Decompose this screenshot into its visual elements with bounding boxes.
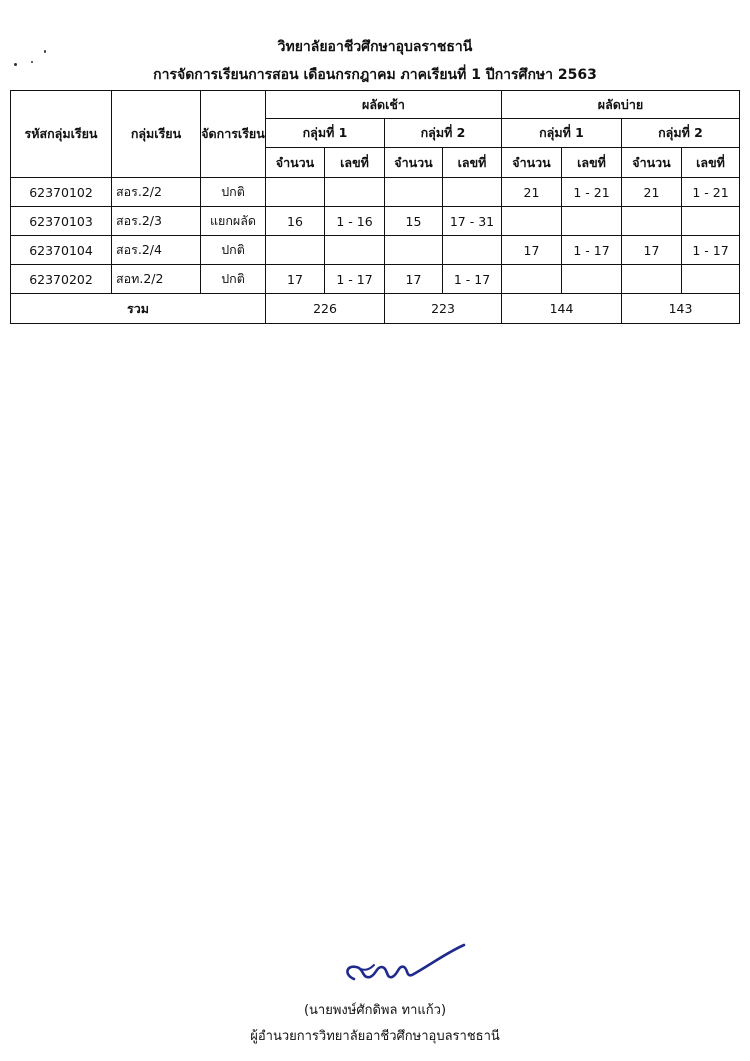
cell-morning-g1-count	[266, 236, 325, 265]
cell-afternoon-g1-range	[562, 207, 622, 236]
total-row	[11, 294, 740, 324]
cell-group: สอท.2/2	[112, 265, 201, 294]
header-afternoon-group-1: กลุ่มที่ 1	[502, 119, 622, 148]
cell-afternoon-g1-count	[502, 265, 562, 294]
cell-arrangement: ปกติ	[201, 265, 266, 294]
schedule-table	[10, 90, 740, 324]
cell-afternoon-g2-range: 1 - 17	[682, 236, 740, 265]
cell-afternoon-g2-count: 17	[622, 236, 682, 265]
cell-morning-g2-range	[443, 236, 502, 265]
table-row	[11, 236, 740, 265]
scan-speck	[31, 61, 33, 63]
cell-afternoon-g2-count	[622, 207, 682, 236]
header-morning-group-2: กลุ่มที่ 2	[385, 119, 502, 148]
total-label: รวม	[11, 294, 266, 324]
cell-code: 62370104	[11, 236, 112, 265]
signatory-position: ผู้อำนวยการวิทยาลัยอาชีวศึกษาอุบลราชธานี	[250, 1029, 500, 1044]
header-count: จำนวน	[622, 148, 682, 178]
cell-afternoon-g2-count: 21	[622, 178, 682, 207]
header-number: เลขที่	[562, 148, 622, 178]
cell-morning-g1-range	[325, 178, 385, 207]
cell-morning-g2-count: 15	[385, 207, 443, 236]
cell-morning-g1-range: 1 - 17	[325, 265, 385, 294]
cell-morning-g2-count: 17	[385, 265, 443, 294]
header-group: กลุ่มเรียน	[112, 91, 201, 178]
cell-morning-g2-range	[443, 178, 502, 207]
header-arrangement: จัดการเรียน	[201, 91, 266, 178]
cell-arrangement: แยกผลัด	[201, 207, 266, 236]
document-title: วิทยาลัยอาชีวศึกษาอุบลราชธานี	[277, 39, 473, 55]
table-row	[11, 207, 740, 236]
total-morning-group-1: 226	[266, 294, 385, 324]
header-number: เลขที่	[325, 148, 385, 178]
cell-code: 62370202	[11, 265, 112, 294]
header-count: จำนวน	[385, 148, 443, 178]
cell-code: 62370103	[11, 207, 112, 236]
cell-morning-g2-range: 17 - 31	[443, 207, 502, 236]
cell-morning-g1-count	[266, 178, 325, 207]
cell-code: 62370102	[11, 178, 112, 207]
signatory-name: (นายพงษ์ศักดิพล ทาแก้ว)	[303, 1003, 447, 1018]
cell-afternoon-g2-range	[682, 207, 740, 236]
header-afternoon-group-2: กลุ่มที่ 2	[622, 119, 740, 148]
header-number: เลขที่	[443, 148, 502, 178]
cell-group: สอร.2/4	[112, 236, 201, 265]
cell-afternoon-g1-count: 17	[502, 236, 562, 265]
total-afternoon-group-2: 143	[622, 294, 740, 324]
header-count: จำนวน	[502, 148, 562, 178]
cell-afternoon-g1-range: 1 - 21	[562, 178, 622, 207]
table-row	[11, 265, 740, 294]
header-count: จำนวน	[266, 148, 325, 178]
header-morning-shift: ผลัดเช้า	[266, 91, 502, 119]
cell-morning-g2-range: 1 - 17	[443, 265, 502, 294]
cell-afternoon-g2-count	[622, 265, 682, 294]
header-number: เลขที่	[682, 148, 740, 178]
total-afternoon-group-1: 144	[502, 294, 622, 324]
cell-morning-g1-count: 16	[266, 207, 325, 236]
header-afternoon-shift: ผลัดบ่าย	[502, 91, 740, 119]
cell-morning-g2-count	[385, 178, 443, 207]
cell-arrangement: ปกติ	[201, 178, 266, 207]
handwritten-signature	[340, 935, 470, 995]
document-subtitle: การจัดการเรียนการสอน เดือนกรกฎาคม ภาคเรียนที่ 1 ปีการศึกษา 2563	[153, 67, 597, 83]
cell-group: สอร.2/2	[112, 178, 201, 207]
cell-afternoon-g1-count	[502, 207, 562, 236]
cell-group: สอร.2/3	[112, 207, 201, 236]
cell-arrangement: ปกติ	[201, 236, 266, 265]
cell-morning-g1-count: 17	[266, 265, 325, 294]
header-morning-group-1: กลุ่มที่ 1	[266, 119, 385, 148]
cell-morning-g1-range: 1 - 16	[325, 207, 385, 236]
cell-morning-g2-count	[385, 236, 443, 265]
cell-afternoon-g2-range	[682, 265, 740, 294]
cell-afternoon-g1-range	[562, 265, 622, 294]
header-group-code: รหัสกลุ่มเรียน	[11, 91, 112, 178]
cell-morning-g1-range	[325, 236, 385, 265]
total-morning-group-2: 223	[385, 294, 502, 324]
cell-afternoon-g2-range: 1 - 21	[682, 178, 740, 207]
cell-afternoon-g1-count: 21	[502, 178, 562, 207]
table-row	[11, 178, 740, 207]
cell-afternoon-g1-range: 1 - 17	[562, 236, 622, 265]
